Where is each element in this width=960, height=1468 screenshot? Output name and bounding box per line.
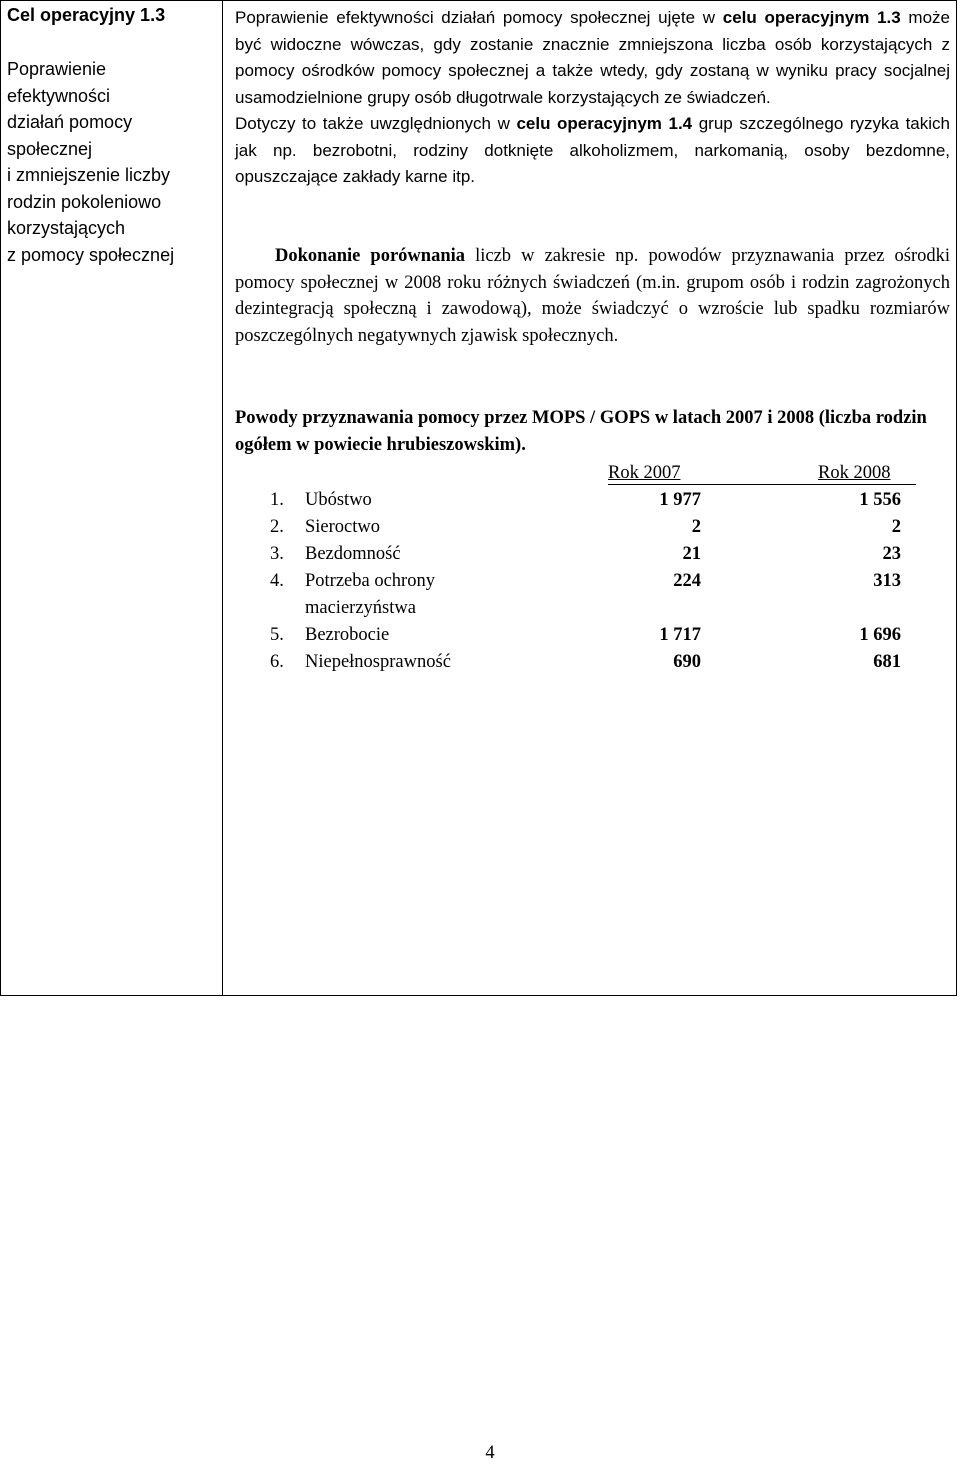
row-number: 1. [270, 490, 284, 510]
table-row [235, 487, 955, 514]
stats-header [235, 460, 955, 487]
paragraph-effectiveness [235, 5, 950, 191]
paragraph-text: grup szczególnego ryzyka takich jak np. bezrobotni, rodziny dotknięte alkoholizmem, narkomanią, osoby bezdomne, opuszczające zakłady karne itp. [235, 114, 950, 186]
table-row [235, 622, 955, 649]
row-label: Bezrobocie [305, 625, 390, 645]
content-column [223, 1, 956, 995]
row-number: 5. [270, 625, 284, 645]
row-number: 6. [270, 652, 284, 672]
column-header-2007: Rok 2007 [608, 463, 681, 483]
value-2007: 2 [691, 517, 701, 537]
row-number: 2. [270, 517, 284, 537]
value-2008: 23 [882, 544, 901, 564]
paragraph-text: Dotyczy to także uwzględnionych w [235, 114, 517, 133]
value-2007: 1 977 [659, 490, 701, 510]
table-row [235, 649, 955, 676]
value-2008: 313 [873, 571, 901, 591]
row-label: Potrzeba ochrony macierzyństwa [305, 571, 435, 618]
paragraph-text: może być widoczne wówczas, gdy zostanie znacznie zmniejszona liczba osób korzystających z pomocy ośrodków pomocy społecznej a także wtedy, gdy zostaną w wyniku pracy socjalnej usamodzielnione grupy osób długotrwale korzystających ze świadczeń. [235, 8, 951, 107]
goal-heading: Cel operacyjny 1.3 [7, 5, 166, 25]
table-row [235, 568, 955, 622]
row-number: 3. [270, 544, 284, 564]
goal-line: społecznej [7, 138, 93, 159]
goal-description [7, 56, 219, 268]
row-label: Ubóstwo [305, 490, 372, 510]
stats-title: Powody przyznawania pomocy przez MOPS / GOPS w latach 2007 i 2008 (liczba rodzin ogółem w powiecie hrubieszowskim). [235, 408, 927, 455]
column-header-2008: Rok 2008 [818, 463, 891, 483]
value-2008: 1 696 [859, 625, 901, 645]
value-2007: 1 717 [659, 625, 701, 645]
goal-line: rodzin pokoleniowo [7, 191, 162, 212]
row-label: Bezdomność [305, 544, 401, 564]
goal-line: i zmniejszenie liczby [7, 165, 171, 185]
value-2007: 224 [673, 571, 701, 591]
paragraph-bold: celu operacyjnym 1.3 [722, 8, 901, 27]
goal-line: korzystających [7, 218, 126, 238]
row-number: 4. [270, 571, 284, 591]
paragraph-text: liczb w zakresie np. powodów przyznawania przez ośrodki pomocy społecznej w 2008 roku różnych świadczeń (m.in. grupom osób i rodzin zagrożonych dezintegracją społeczną i zawodową), może świadczyć o wzroście lub spadku rozmiarów poszczególnych negatywnych zjawisk społecznych. [235, 246, 950, 346]
paragraph-bold: Dokonanie porównania [275, 246, 465, 266]
value-2007: 690 [673, 652, 701, 672]
row-label: Niepełnosprawność [305, 652, 451, 672]
goal-line: efektywności [7, 85, 111, 106]
table-row [235, 514, 955, 541]
table-row [235, 541, 955, 568]
value-2008: 681 [873, 652, 901, 672]
value-2008: 2 [891, 517, 901, 537]
value-2007: 21 [682, 544, 701, 564]
goal-line: działań pomocy [7, 112, 133, 132]
paragraph-comparison [235, 243, 950, 349]
value-2008: 1 556 [859, 490, 901, 510]
goal-line: z pomocy społecznej [7, 244, 175, 265]
goal-column [1, 1, 223, 995]
page-number: 4 [485, 1443, 495, 1463]
paragraph-bold: celu operacyjnym 1.4 [516, 114, 693, 133]
goal-line: Poprawienie [7, 59, 107, 79]
header-underline [608, 484, 916, 485]
stats-table [235, 460, 955, 676]
row-label: Sieroctwo [305, 517, 381, 537]
paragraph-text: Poprawienie efektywności działań pomocy społecznej ujęte w [235, 8, 723, 27]
